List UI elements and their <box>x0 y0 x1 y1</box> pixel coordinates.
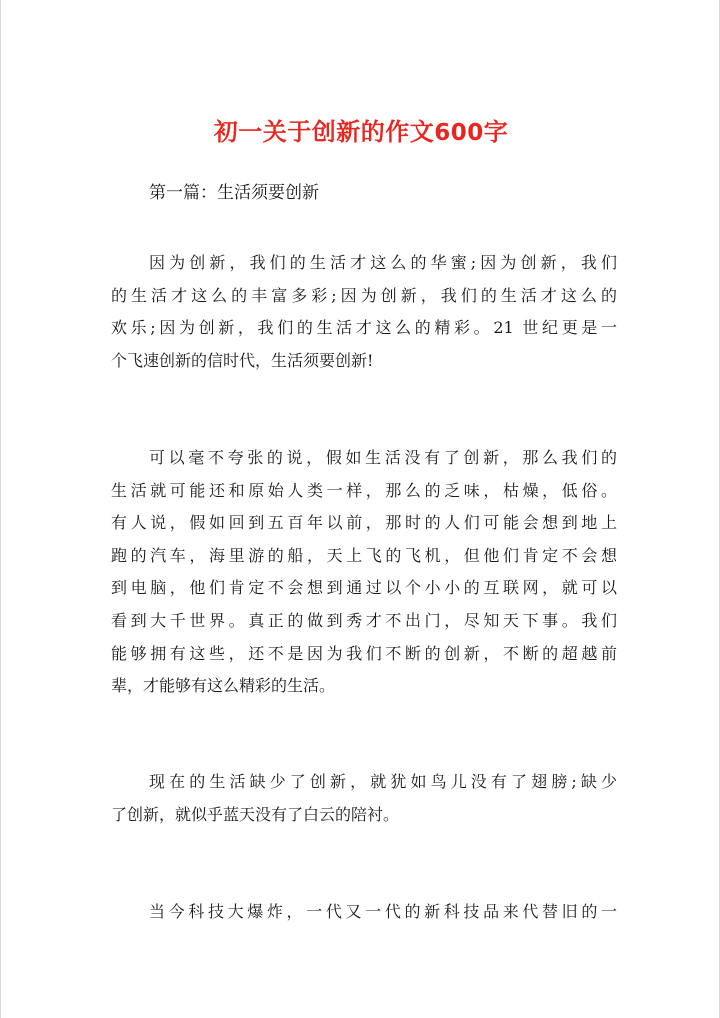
document-title <box>1 112 720 153</box>
paragraph-line: 生活就可能还和原始人类一样，那么的乏味，枯燥，低俗。 <box>111 480 617 500</box>
paragraph-line: 欢乐;因为创新，我们的生活才这么的精彩。21 世纪更是一 <box>111 318 617 338</box>
title-suffix: 字 <box>483 117 509 146</box>
paragraph-line: 能够拥有这些，还不是因为我们不断的创新，不断的超越前 <box>111 643 617 663</box>
paragraph-4 <box>111 896 617 929</box>
paragraph-line: 现在的生活缺少了创新，就犹如鸟儿没有了翅膀;缺少 <box>149 772 617 791</box>
title-number: 600 <box>434 120 484 146</box>
paragraph-line: 了创新，就似乎蓝天没有了白云的陪衬。 <box>111 804 400 824</box>
paragraph-line: 个飞速创新的信时代，生活须要创新! <box>111 350 374 370</box>
paragraph-line: 到电脑，他们肯定不会想到通过以个小小的互联网，就可以 <box>111 578 617 598</box>
paragraph-3 <box>111 766 617 831</box>
paragraph-line: 的生活才这么的丰富多彩;因为创新，我们的生活才这么的 <box>111 285 617 305</box>
title-text: 初一关于创新的作文 <box>213 117 435 146</box>
paragraph-line: 看到大千世界。真正的做到秀才不出门，尽知天下事。我们 <box>111 610 617 630</box>
paragraph-line: 辈，才能够有这么精彩的生活。 <box>111 676 336 696</box>
paragraph-line: 当今科技大爆炸，一代又一代的新科技品来代替旧的一 <box>149 902 617 921</box>
paragraph-line: 可以毫不夸张的说，假如生活没有了创新，那么我们的 <box>149 448 617 467</box>
paragraph-line: 有人说，假如回到五百年以前，那时的人们可能会想到地上 <box>111 513 617 533</box>
paragraph-line: 跑的汽车，海里游的船，天上飞的飞机，但他们肯定不会想 <box>111 545 617 565</box>
section-heading: 第一篇：生活须要创新 <box>149 183 319 203</box>
paragraph-line: 因为创新，我们的生活才这么的华蜜;因为创新，我们 <box>149 253 617 272</box>
paragraph-1 <box>111 247 617 377</box>
paragraph-2 <box>111 442 617 703</box>
